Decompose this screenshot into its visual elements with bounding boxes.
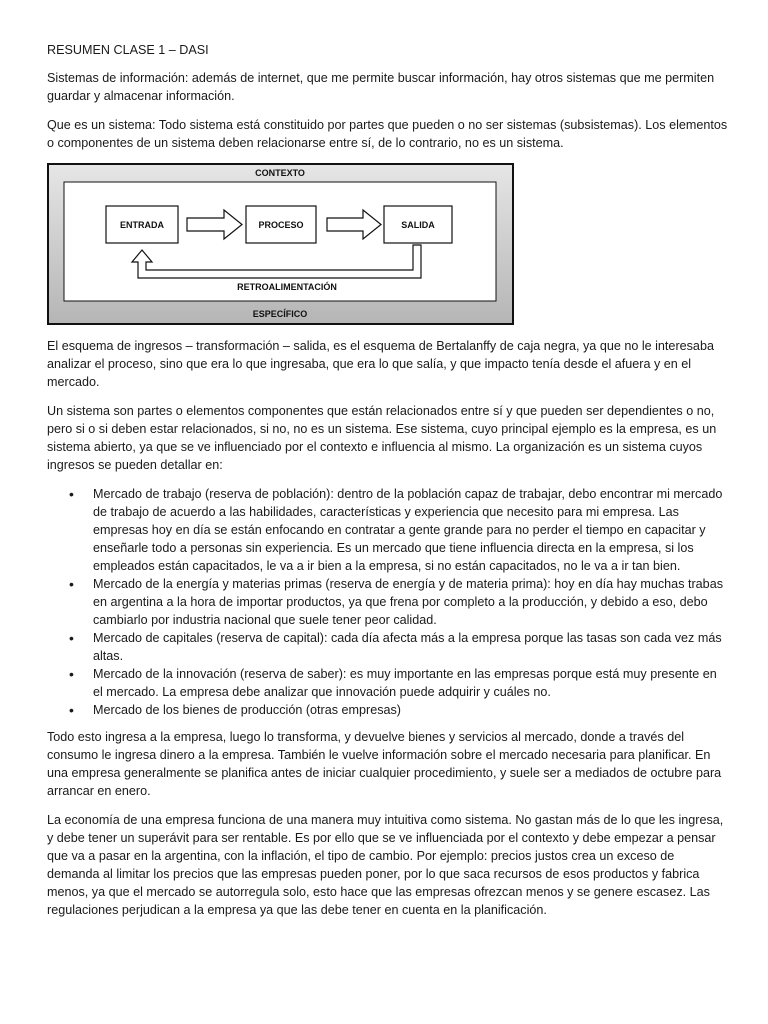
input-label: ENTRADA — [120, 220, 164, 230]
ingresos-list — [47, 485, 728, 719]
context-label: CONTEXTO — [255, 168, 305, 178]
feedback-label: RETROALIMENTACIÓN — [237, 282, 337, 292]
paragraph-economia-empresa: La economía de una empresa funciona de una manera muy intuitiva como sistema. No gastan más de lo que les ingresa, y debe tener un superávit para ser rentable. Es por ello que se ve influenciada por el contexto y debe empezar a pensar que va a pasar en la argentina, con la inflación, el tipo de cambio. Por ejemplo: precios justos crea un exceso de demanda al limitar los precios que las empresas pueden poner, por lo que saca recursos de esos productos y fabrica menos, ya que el mercado se autorregula solo, esto hace que las empresas ofrezcan menos y se genere escasez. Las regulaciones perjudican a la empresa ya que las debe tener en cuenta en la planificación. — [47, 813, 724, 917]
paragraph-esquema-bertalanffy: El esquema de ingresos – transformación – salida, es el esquema de Bertalanffy de caja negra, ya que no le interesaba analizar el proceso, sino que era lo que ingresaba, que era lo que salía, y que impacto tenía desde el afuera y en el mercado. — [47, 339, 714, 389]
list-item: • Mercado de los bienes de producción (otras empresas) — [93, 701, 728, 719]
list-item: • Mercado de capitales (reserva de capital): cada día afecta más a la empresa porque las tasas son cada vez más altas. — [93, 629, 728, 665]
process-label: PROCESO — [258, 220, 304, 230]
paragraph-sistemas-informacion: Sistemas de información: además de internet, que me permite buscar información, hay otros sistemas que me permiten guardar y almacenar información. — [47, 71, 715, 103]
system-diagram — [47, 163, 514, 325]
list-item: • Mercado de la energía y materias primas (reserva de energía y de materia prima): hoy en día hay muchas trabas en argentina a la hora de importar productos, ya que frena por completo a la producción, y debido a eso, debo cambiarlo por industria nacional que suele tener peor calidad. — [93, 575, 728, 629]
specific-label: ESPECÍFICO — [252, 309, 308, 319]
paragraph-que-es-sistema: Que es un sistema: Todo sistema está constituido por partes que pueden o no ser sistemas (subsistemas). Los elementos o componentes de un sistema deben relacionarse entre sí, de lo contrario, no es un sistema. — [47, 118, 728, 150]
output-label: SALIDA — [401, 220, 435, 230]
list-item: • Mercado de trabajo (reserva de población): dentro de la población capaz de trabajar, debo encontrar mi mercado de trabajo de acuerdo a las habilidades, características y experiencia que necesito para mi empresa. Las empresas hoy en día se están enfocando en contratar a gente grande para no perder el tiempo en capacitar y enseñarle todo a personas sin experiencia. Es un mercado que tiene influencia directa en la empresa, si los empleados están capacitados, le va a ir bien a la empresa, si no están capacitados, no le va a ir tan bien. — [93, 485, 728, 575]
list-item: • Mercado de la innovación (reserva de saber): es muy importante en las empresas porque está muy presente en el mercado. La empresa debe analizar que innovación puede adquirir y cuáles no. — [93, 665, 728, 701]
paragraph-definicion-sistema: Un sistema son partes o elementos componentes que están relacionados entre sí y que pueden ser dependientes o no, pero si o si deben estar relacionados, si no, no es un sistema. Ese sistema, cuyo principal ejemplo es la empresa, es un sistema abierto, ya que se ve influenciado por el contexto e influencia al mismo. La organización es un sistema cuyos ingresos se pueden detallar en: — [47, 404, 717, 472]
paragraph-transformacion: Todo esto ingresa a la empresa, luego lo transforma, y devuelve bienes y servicios al mercado, donde a través del consumo le ingresa dinero a la empresa. También le vuelve información sobre el mercado necesaria para planificar. En una empresa generalmente se planifica antes de iniciar cualquier procedimiento, y suele ser a mediados de octubre para arrancar en enero. — [47, 730, 722, 798]
document-title: RESUMEN CLASE 1 – DASI — [47, 43, 209, 57]
